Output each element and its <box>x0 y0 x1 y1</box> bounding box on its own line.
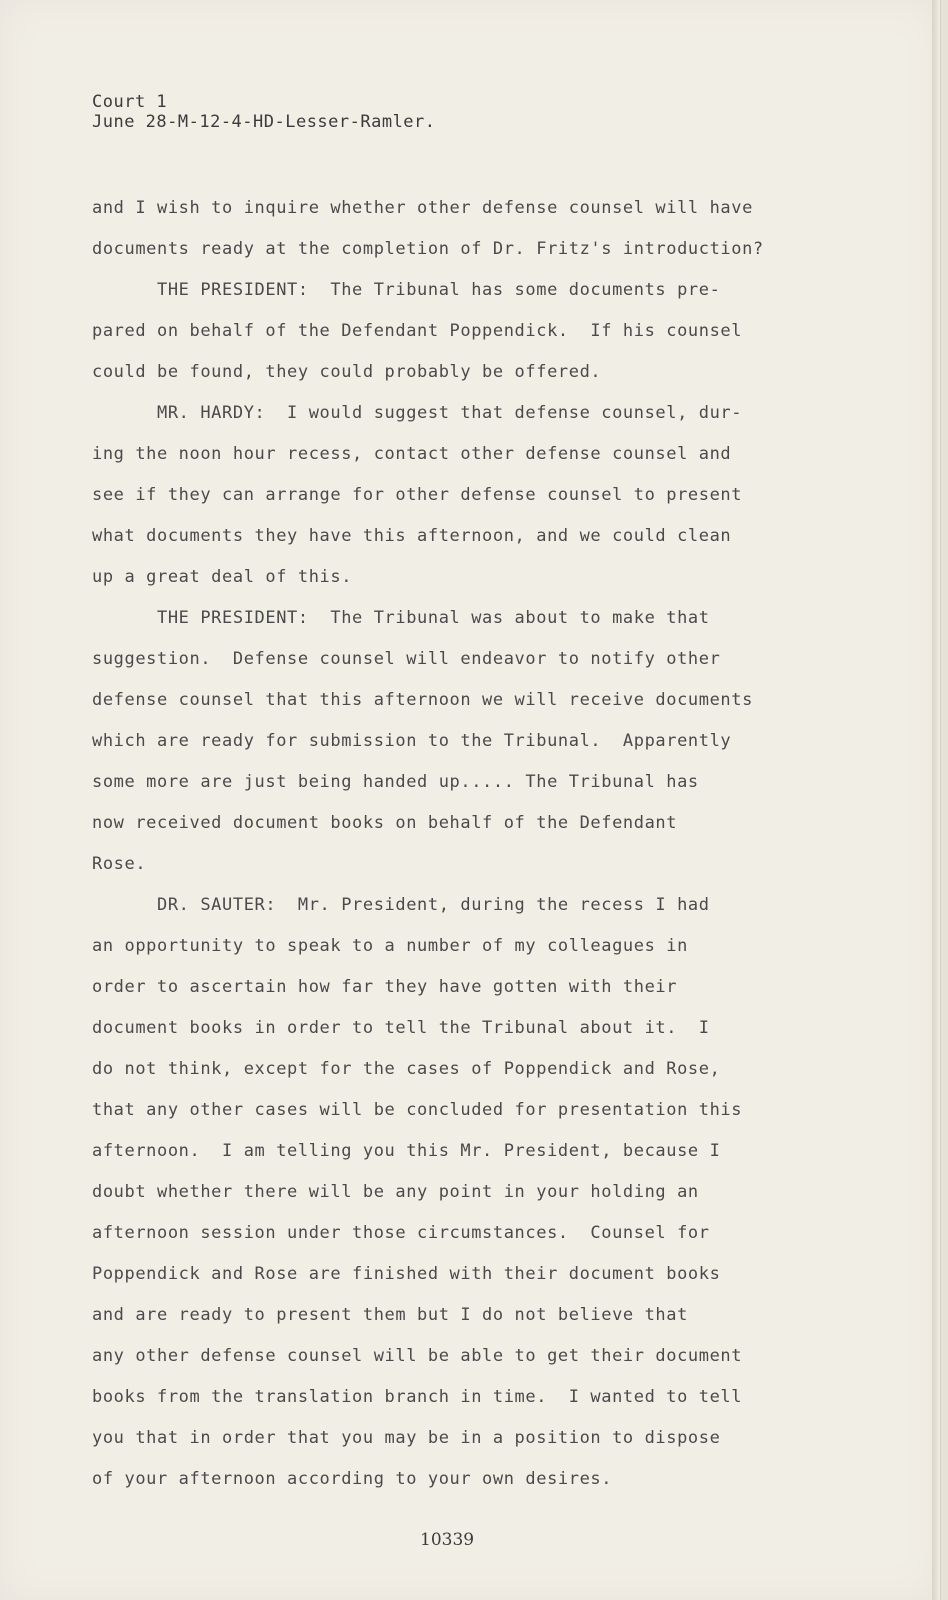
transcript-line: ing the noon hour recess, contact other defense counsel and <box>92 444 732 464</box>
page-edge <box>932 0 940 1600</box>
transcript-line: pared on behalf of the Defendant Poppendick. If his counsel <box>92 321 743 341</box>
session-reference: June 28-M-12-4-HD-Lesser-Ramler. <box>92 112 436 132</box>
transcript-line: could be found, they could probably be offered. <box>92 362 602 382</box>
transcript-line: afternoon. I am telling you this Mr. President, because I <box>92 1141 721 1161</box>
transcript-line: suggestion. Defense counsel will endeavor to notify other <box>92 649 721 669</box>
transcript-line: Poppendick and Rose are finished with their document books <box>92 1264 721 1284</box>
transcript-line: that any other cases will be concluded for presentation this <box>92 1100 743 1120</box>
transcript-line: afternoon session under those circumstances. Counsel for <box>92 1223 710 1243</box>
transcript-line: of your afternoon according to your own desires. <box>92 1469 613 1489</box>
transcript-line: which are ready for submission to the Tribunal. Apparently <box>92 731 732 751</box>
transcript-line: MR. HARDY: I would suggest that defense counsel, dur- <box>92 403 743 423</box>
transcript-line: DR. SAUTER: Mr. President, during the recess I had <box>92 895 710 915</box>
transcript-line: and I wish to inquire whether other defense counsel will have <box>92 198 753 218</box>
transcript-line: an opportunity to speak to a number of my colleagues in <box>92 936 688 956</box>
transcript-line: documents ready at the completion of Dr. Fritz's introduction? <box>92 239 764 259</box>
transcript-line: now received document books on behalf of the Defendant <box>92 813 678 833</box>
transcript-line: THE PRESIDENT: The Tribunal has some documents pre- <box>92 280 721 300</box>
transcript-line: defense counsel that this afternoon we will receive documents <box>92 690 753 710</box>
court-label: Court 1 <box>92 92 168 112</box>
transcript-line: doubt whether there will be any point in your holding an <box>92 1182 699 1202</box>
document-header <box>92 92 436 132</box>
transcript-body <box>92 188 852 1500</box>
transcript-line: you that in order that you may be in a position to dispose <box>92 1428 721 1448</box>
transcript-line: any other defense counsel will be able to get their document <box>92 1346 743 1366</box>
transcript-line: order to ascertain how far they have gotten with their <box>92 977 678 997</box>
transcript-line: document books in order to tell the Tribunal about it. I <box>92 1018 710 1038</box>
transcript-line: THE PRESIDENT: The Tribunal was about to make that <box>92 608 710 628</box>
transcript-line: what documents they have this afternoon, and we could clean <box>92 526 732 546</box>
transcript-line: and are ready to present them but I do not believe that <box>92 1305 688 1325</box>
transcript-line: do not think, except for the cases of Poppendick and Rose, <box>92 1059 721 1079</box>
transcript-line: up a great deal of this. <box>92 567 353 587</box>
transcript-line: books from the translation branch in time. I wanted to tell <box>92 1387 743 1407</box>
page-number: 10339 <box>420 1530 475 1550</box>
transcript-line: see if they can arrange for other defense counsel to present <box>92 485 743 505</box>
transcript-line: some more are just being handed up..... The Tribunal has <box>92 772 699 792</box>
transcript-line: Rose. <box>92 854 147 874</box>
